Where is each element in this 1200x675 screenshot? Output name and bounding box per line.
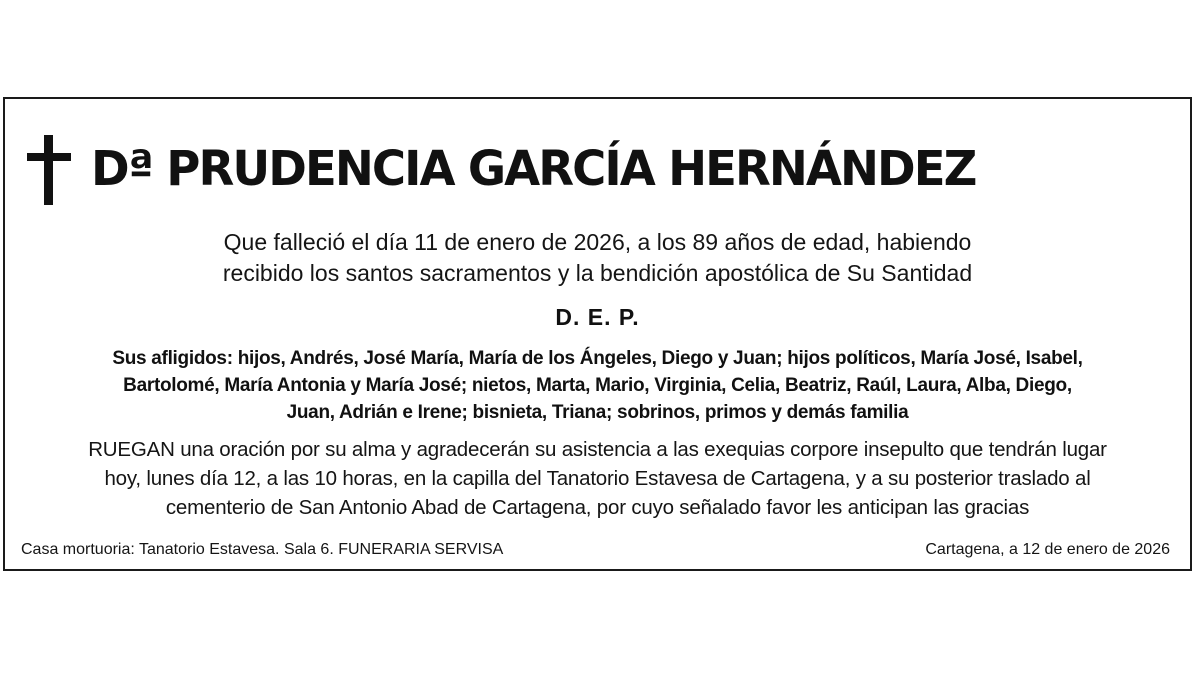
mourners-list [5,345,1190,426]
funeral-details [5,435,1190,522]
mourners-line: Sus afligidos: hijos, Andrés, José María, María de los Ángeles, Diego y Juan; hijos políticos, María José, Isabel, [112,348,1083,369]
death-statement [5,227,1190,289]
place-date: Cartagena, a 12 de enero de 2026 [925,541,1170,558]
mourners-line: Bartolomé, María Antonia y María José; nietos, Marta, Mario, Virginia, Celia, Beatriz, Raúl, Laura, Alba, Diego, [123,375,1072,396]
title-row [25,129,1003,209]
funeral-home-info: Casa mortuoria: Tanatorio Estavesa. Sala 6. FUNERARIA SERVISA [21,541,504,558]
funeral-line: RUEGAN una oración por su alma y agradecerán su asistencia a las exequias corpore insepulto que tendrán lugar [88,438,1107,461]
obituary-notice [3,97,1192,571]
death-line: recibido los santos sacramentos y la bendición apostólica de Su Santidad [222,260,973,286]
dep-heading: D. E. P. [555,304,640,330]
mourners-line: Juan, Adrián e Irene; bisnieta, Triana; sobrinos, primos y demás familia [286,402,909,423]
cross-icon [25,129,73,209]
funeral-line: cementerio de San Antonio Abad de Cartagena, por cuyo señalado favor les anticipan las gracias [165,496,1030,519]
deceased-name: Dª PRUDENCIA GARCÍA HERNÁNDEZ [91,141,976,197]
funeral-line: hoy, lunes día 12, a las 10 horas, en la capilla del Tanatorio Estavesa de Cartagena, y a su posterior traslado al [104,467,1091,490]
death-line: Que falleció el día 11 de enero de 2026, a los 89 años de edad, habiendo [223,229,972,255]
